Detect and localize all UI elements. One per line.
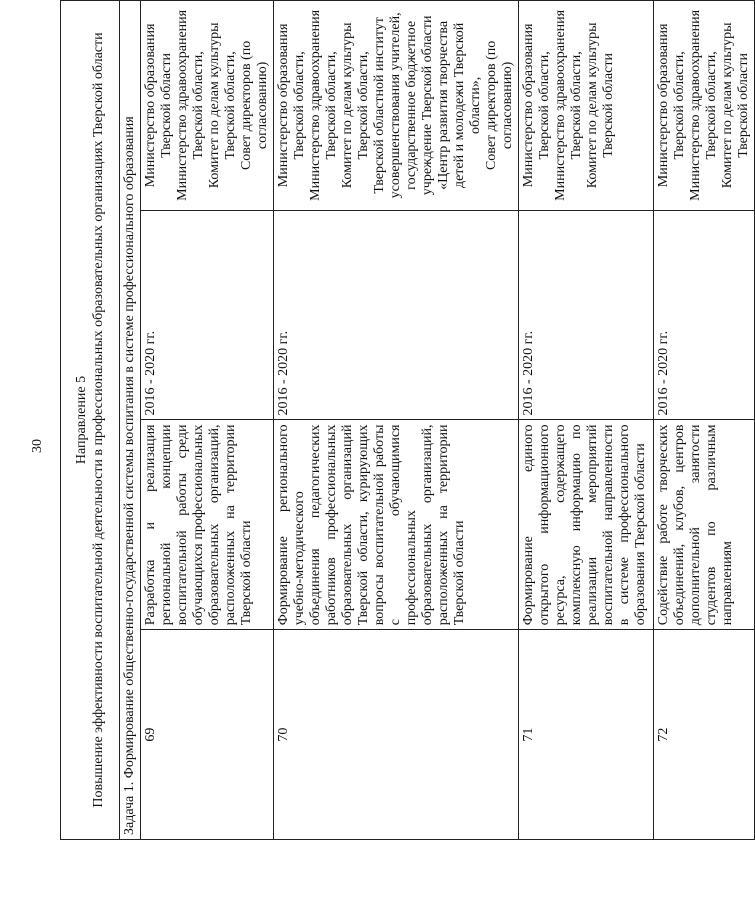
program-table (60, 0, 755, 840)
row-number: 69 (141, 630, 274, 840)
task-title: Задача 1. Формирование общественно-государственной системы воспитания в системе профессионального образования (120, 1, 141, 840)
row-executors: Министерство образования Тверской области, Министерство здравоохранения Тверской области, Комитет по делам культуры Тверской области, Тверской областной институт усовершенствования учителей, государственное бюджетное учреждение Тверской области «Центр развития творчества детей и молодежи Тверской области», Совет директоров (по согласованию) (274, 1, 519, 211)
row-period: 2016 - 2020 гг. (654, 210, 755, 420)
row-description: Формирование регионального учебно-методического объединения педагогических работников профессиональных образовательных организаций Тверской области, курирующих вопросы воспитательной работы с обучающимися профессиональных образовательных организаций, расположенных на территории Тверской области (274, 420, 519, 630)
row-period: 2016 - 2020 гг. (274, 210, 519, 420)
table-row (519, 1, 654, 840)
row-description: Разработка и реализация региональной концепции воспитательной работы среди обучающихся профессиональных образовательных организаций, расположенных на территории Тверской области (141, 420, 274, 630)
row-period: 2016 - 2020 гг. (141, 210, 274, 420)
direction-title: Направление 5 (74, 375, 89, 465)
row-period: 2016 - 2020 гг. (519, 210, 654, 420)
table-header (61, 1, 120, 840)
page-number: 30 (30, 439, 45, 453)
header-row (61, 1, 120, 840)
table-row (274, 1, 519, 840)
table-row (654, 1, 755, 840)
direction-subtitle: Повышение эффективности воспитательной деятельности в профессиональных образовательных организациях Тверской области (91, 32, 106, 808)
row-number: 72 (654, 630, 755, 840)
table-row (141, 1, 274, 840)
row-executors: Министерство образования Тверской области, Министерство здравоохранения Тверской области, Комитет по делам культуры Тверской области (519, 1, 654, 211)
rotated-page (60, 0, 751, 840)
row-description: Формирование единого открытого информационного ресурса, содержащего комплексную информацию по реализации мероприятий воспитательной направленности в системе профессионального образования Тверской области (519, 420, 654, 630)
task-row (120, 1, 141, 840)
row-number: 70 (274, 630, 519, 840)
row-number: 71 (519, 630, 654, 840)
row-executors: Министерство образования Тверской области Министерство здравоохранения Тверской области, Комитет по делам культуры Тверской области, Совет директоров (по согласованию) (141, 1, 274, 211)
row-description: Содействие работе творческих объединений, клубов, центров дополнительной занятости студентов по различным направлениям (654, 420, 755, 630)
row-executors: Министерство образования Тверской области, Министерство здравоохранения Тверской области, Комитет по делам культуры Тверской области (654, 1, 755, 211)
